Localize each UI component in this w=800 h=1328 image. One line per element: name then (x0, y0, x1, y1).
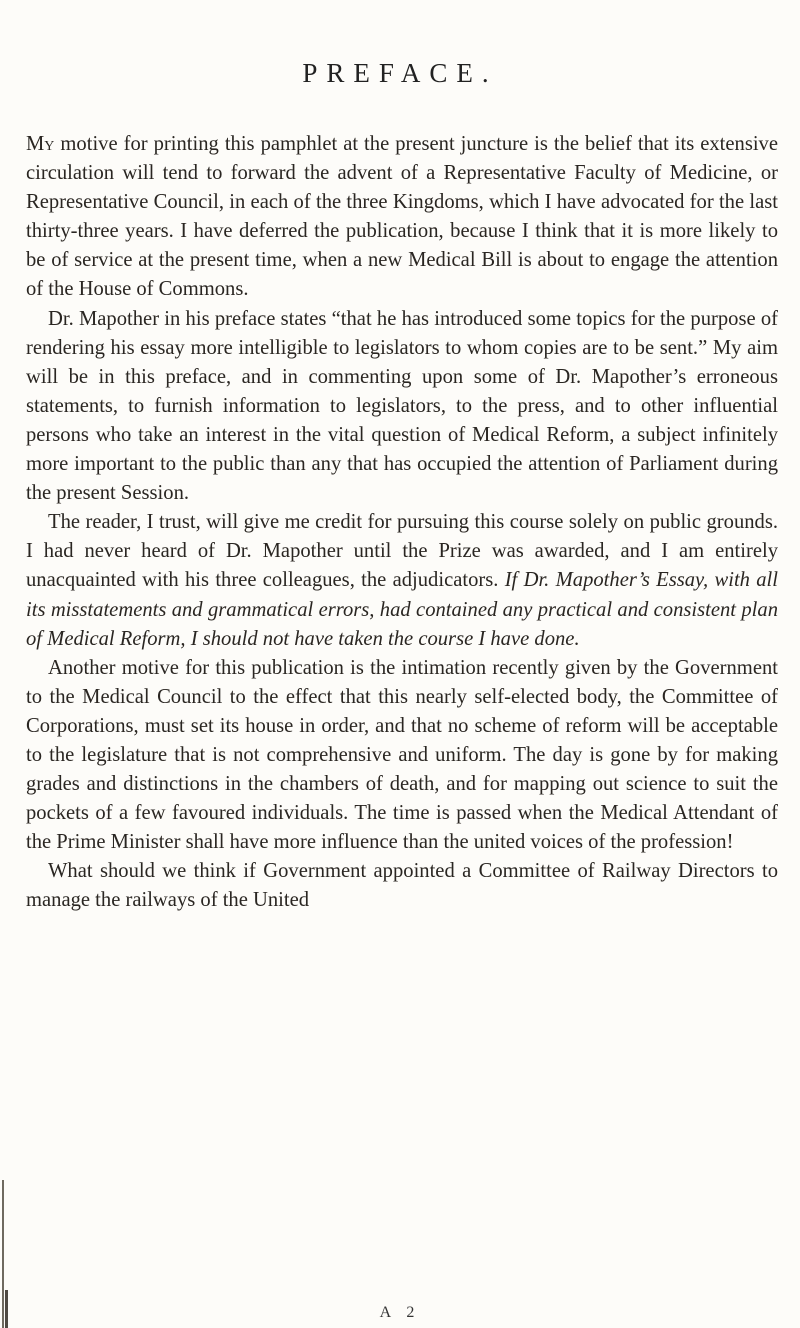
preface-body (26, 130, 778, 916)
paragraph-1-text: motive for printing this pamphlet at the present juncture is the belief that its extensive circulation will tend to forward the advent of a Representative Faculty of Medicine, or Representative Council, in each of the three Kingdoms, which I have advocated for the last thirty-three years. I have deferred the publication, because I think that it is more likely to be of service at the present time, when a new Medical Bill is about to engage the attention of the House of Commons. (26, 133, 778, 301)
paragraph-5: What should we think if Government appointed a Committee of Railway Directors to manage the railways of the United (26, 860, 778, 912)
paragraph-3-italic: If Dr. Mapother’s Essay, with all its misstatements and grammatical errors, had contained any practical and consistent plan of Medical Reform, I should not have taken the course I have done. (26, 569, 779, 650)
page-title: PREFACE. (302, 58, 498, 88)
scan-edge-shadow (5, 1290, 8, 1328)
paragraph-lead-word: My (26, 133, 55, 155)
paragraph-3 (26, 508, 778, 653)
paragraph-3-text: The reader, I trust, will give me credit for pursuing this course solely on public grounds. I had never heard of Dr. Mapother until the Prize was awarded, and I am entirely unacquainted with his three colleagues, the adjudicators. (26, 511, 778, 592)
paragraph-4: Another motive for this publication is the intimation recently given by the Government to the Medical Council to the effect that this nearly self-elected body, the Committee of Corporations, must set its house in order, and that no scheme of reform will be acceptable to the legislature that is not comprehensive and uniform. The day is gone by for making grades and distinctions in the chambers of death, and for mapping out science to suit the pockets of a few favoured individuals. The time is passed when the Medical Attendant of the Prime Minister shall have more influence than the united voices of the profession! (26, 656, 778, 854)
signature-mark: A 2 (379, 1304, 421, 1321)
paragraph-1 (26, 130, 778, 305)
paragraph-2: Dr. Mapother in his preface states “that he has introduced some topics for the purpose of rendering his essay more intelligible to legislators to whom copies are to be sent.” My aim will be in this preface, and in commenting upon some of Dr. Mapother’s erroneous statements, to furnish information to legislators, to the press, and to other influential persons who take an interest in the vital question of Medical Reform, a subject infinitely more important to the public than any that has occupied the attention of Parliament during the present Session. (26, 307, 778, 505)
scan-edge-line (2, 1180, 4, 1328)
